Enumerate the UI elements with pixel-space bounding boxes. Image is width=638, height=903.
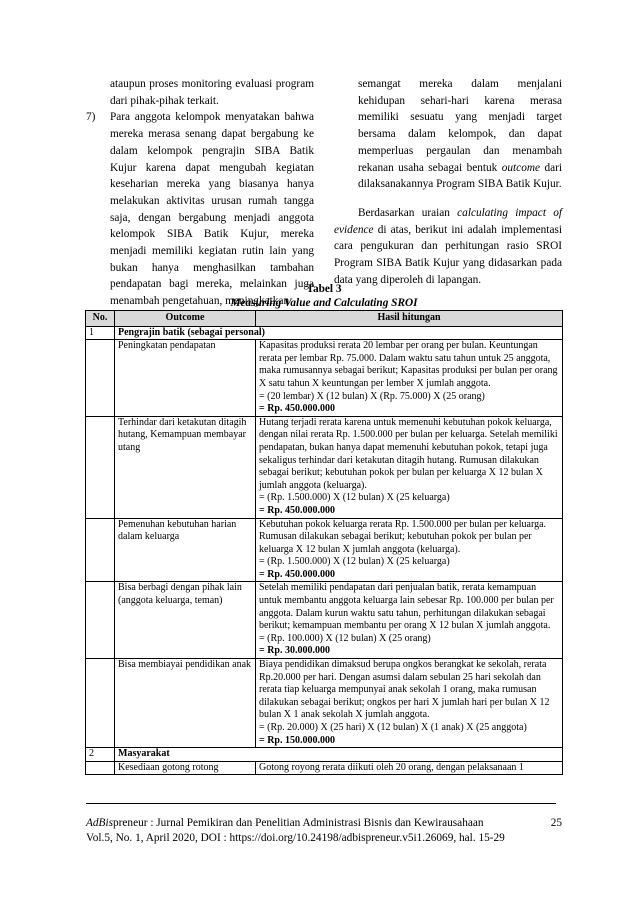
hasil-cell xyxy=(256,582,563,659)
item-text: Para anggota kelompok menyatakan bahwa mereka merasa senang dapat bergabung ke dalam kelompok pengrajin SIBA Batik Kujur karena dapat mengubah kegiatan keseharian mereka yang biasanya hanya melakukan aktivitas urusan rumah tangga saja, dengan bergabung menjadi anggota kelompok SIBA Batik Kujur, mereka menjadi memiliki kegiatan rutin lain yang bukan hanya menghasilkan tambahan pendapatan bagi mereka, melainkan juga menambah pengetahuan, meningkatkan xyxy=(110,111,314,308)
header-no: No. xyxy=(86,311,115,327)
table-row xyxy=(86,340,563,417)
calc-text: Biaya pendidikan dimaksud berupa ongkos berangkat ke sekolah, rerata Rp.20.000 per hari. Dengan asumsi dalam sebulan 25 hari sekolah dan rerata tiap keluarga mempunyai anak sekolah 1 orang, maka rumusan dilakukan sebagai berikut; ongkos per hari X jumlah hari per bulan X 12 bulan X 1 anak sekolah X jumlah anggota. xyxy=(259,659,550,721)
calc-formula: = (Rp. 100.000) X (12 bulan) X (25 orang) xyxy=(259,632,431,644)
calc-text: Gotong royong rerata diikuti oleh 20 orang, dengan pelaksanaan 1 xyxy=(259,761,524,773)
calc-text: Setelah memiliki pendapatan dari penjualan batik, rerata kemampuan untuk membantu anggota keluarga lain sebesar Rp. 100.000 per bulan per anggota. Dalam kurun waktu satu tahun, perhitungan dilakukan sebagai berikut; kemampuan membantu per orang X 12 bulan X jumlah anggota. xyxy=(259,582,554,632)
header-hasil: Hasil hitungan xyxy=(256,311,563,327)
hasil-cell xyxy=(256,518,563,582)
calc-text: Hutang terjadi rerata karena untuk memenuhi kebutuhan pokok keluarga, dengan nilai rerata Rp. 1.500.000 per bulan per keluarga. Setelah memiliki pendapatan, bukan hanya dapat memenuhi kebutuhan pokok, tetapi juga sekaligus terhindar dari ketakutan ditagih hutang. Rumusan dilakukan sebagai berikut; kebutuhan pokok per bulan per keluarga X 12 bulan X jumlah anggota (keluarga). xyxy=(259,416,558,491)
calc-formula: = (Rp. 1.500.000) X (12 bulan) X (25 keluarga) xyxy=(259,492,450,504)
empty-cell xyxy=(86,416,115,518)
outcome-cell: Pemenuhan kebutuhan harian dalam keluarga xyxy=(115,518,256,582)
header-outcome: Outcome xyxy=(115,311,256,327)
left-column xyxy=(86,76,314,310)
journal-line: AdBispreneur : Jurnal Pemikiran dan Penelitian Administrasi Bisnis dan Kewirausahaan xyxy=(86,817,484,829)
page-number: 25 xyxy=(550,817,562,829)
calc-result: = Rp. 30.000.000 xyxy=(259,645,330,657)
calc-formula: = (Rp. 1.500.000) X (12 bulan) X (25 keluarga) xyxy=(259,556,450,568)
calc-result: = Rp. 450.000.000 xyxy=(259,504,335,516)
table-title: Measuring Value and Calculating SROI xyxy=(230,297,418,309)
outcome-cell: Peningkatan pendapatan xyxy=(115,340,256,417)
hasil-cell xyxy=(256,659,563,748)
table-caption xyxy=(86,282,562,310)
numbered-item xyxy=(86,109,314,309)
empty-cell xyxy=(86,582,115,659)
empty-cell xyxy=(86,518,115,582)
hasil-cell xyxy=(256,761,563,775)
calc-formula: = (Rp. 20.000) X (25 hari) X (12 bulan) X (1 anak) X (25 anggota) xyxy=(259,722,527,733)
calc-result: = Rp. 150.000.000 xyxy=(259,734,335,746)
outcome-cell: Terhindar dari ketakutan ditagih hutang, Kemampuan membayar utang xyxy=(115,416,256,518)
outcome-cell: Bisa berbagi dengan pihak lain (anggota keluarga, teman) xyxy=(115,582,256,659)
calc-formula: = (20 lembar) X (12 bulan) X (Rp. 75.000) X (25 orang) xyxy=(259,390,485,402)
outcome-cell: Kesediaan gotong rotong xyxy=(115,761,256,775)
item-number: 7) xyxy=(86,111,96,124)
table-row xyxy=(86,761,563,775)
calc-result: = Rp. 450.000.000 xyxy=(259,568,335,580)
section-title: Pengrajin batik (sebagai personal) xyxy=(115,326,563,340)
table-number: Tabel 3 xyxy=(306,283,342,295)
section-number: 2 xyxy=(86,748,115,762)
body-paragraph: Berdasarkan uraian calculating impact of evidence di atas, berikut ini adalah implementasi cara pengukuran dan perhitungan rasio SROI Program SIBA Batik Kujur yang didasarkan pada data yang diperoleh di lapangan. xyxy=(334,206,562,286)
right-continuation: semangat mereka dalam menjalani kehidupan sehari-hari karena merasa memiliki sesuatu yang menjadi target bersama dalam kelompok, dan dapat memperluas pergaulan dan menambah rekanan usaha sebagai bentuk outcome dari dilaksanakannya Program SIBA Batik Kujur. xyxy=(358,78,563,191)
section-title: Masyarakat xyxy=(115,748,563,762)
page-footer xyxy=(86,816,562,846)
sroi-table xyxy=(85,310,563,775)
table-row xyxy=(86,416,563,518)
calc-text: Kapasitas produksi rerata 20 lembar per orang per bulan. Keuntungan rerata per lembar Rp. 75.000. Dalam waktu satu tahun untuk 25 anggota, maka rumusannya sebagai berikut; Kapasitas produksi per bulan per orang X satu tahun X keuntungan per lember X jumlah anggota. xyxy=(259,340,558,389)
table-row xyxy=(86,518,563,582)
empty-cell xyxy=(86,340,115,417)
calc-result: = Rp. 450.000.000 xyxy=(259,403,335,415)
table-header-row xyxy=(86,311,563,327)
hasil-cell xyxy=(256,416,563,518)
hasil-cell xyxy=(256,340,563,417)
volume-line: Vol.5, No. 1, April 2020, DOI : https://doi.org/10.24198/adbispreneur.v5i1.26069, hal. 15-29 xyxy=(86,832,505,844)
section-row xyxy=(86,326,563,340)
section-number: 1 xyxy=(86,326,115,340)
table-row xyxy=(86,582,563,659)
empty-cell xyxy=(86,659,115,748)
footer-rule xyxy=(86,803,556,804)
section-row xyxy=(86,748,563,762)
empty-cell xyxy=(86,761,115,775)
table-row xyxy=(86,659,563,748)
calc-text: Kebutuhan pokok keluarga rerata Rp. 1.500.000 per bulan per keluarga. Rumusan dilakukan sebagai berikut; kebutuhan pokok per bulan per keluarga X 12 bulan X jumlah anggota (keluarga). xyxy=(259,518,547,555)
left-continuation: ataupun proses monitoring evaluasi program dari pihak-pihak terkait. xyxy=(110,78,314,107)
right-column xyxy=(334,76,562,288)
outcome-cell: Bisa membiayai pendidikan anak xyxy=(115,659,256,748)
